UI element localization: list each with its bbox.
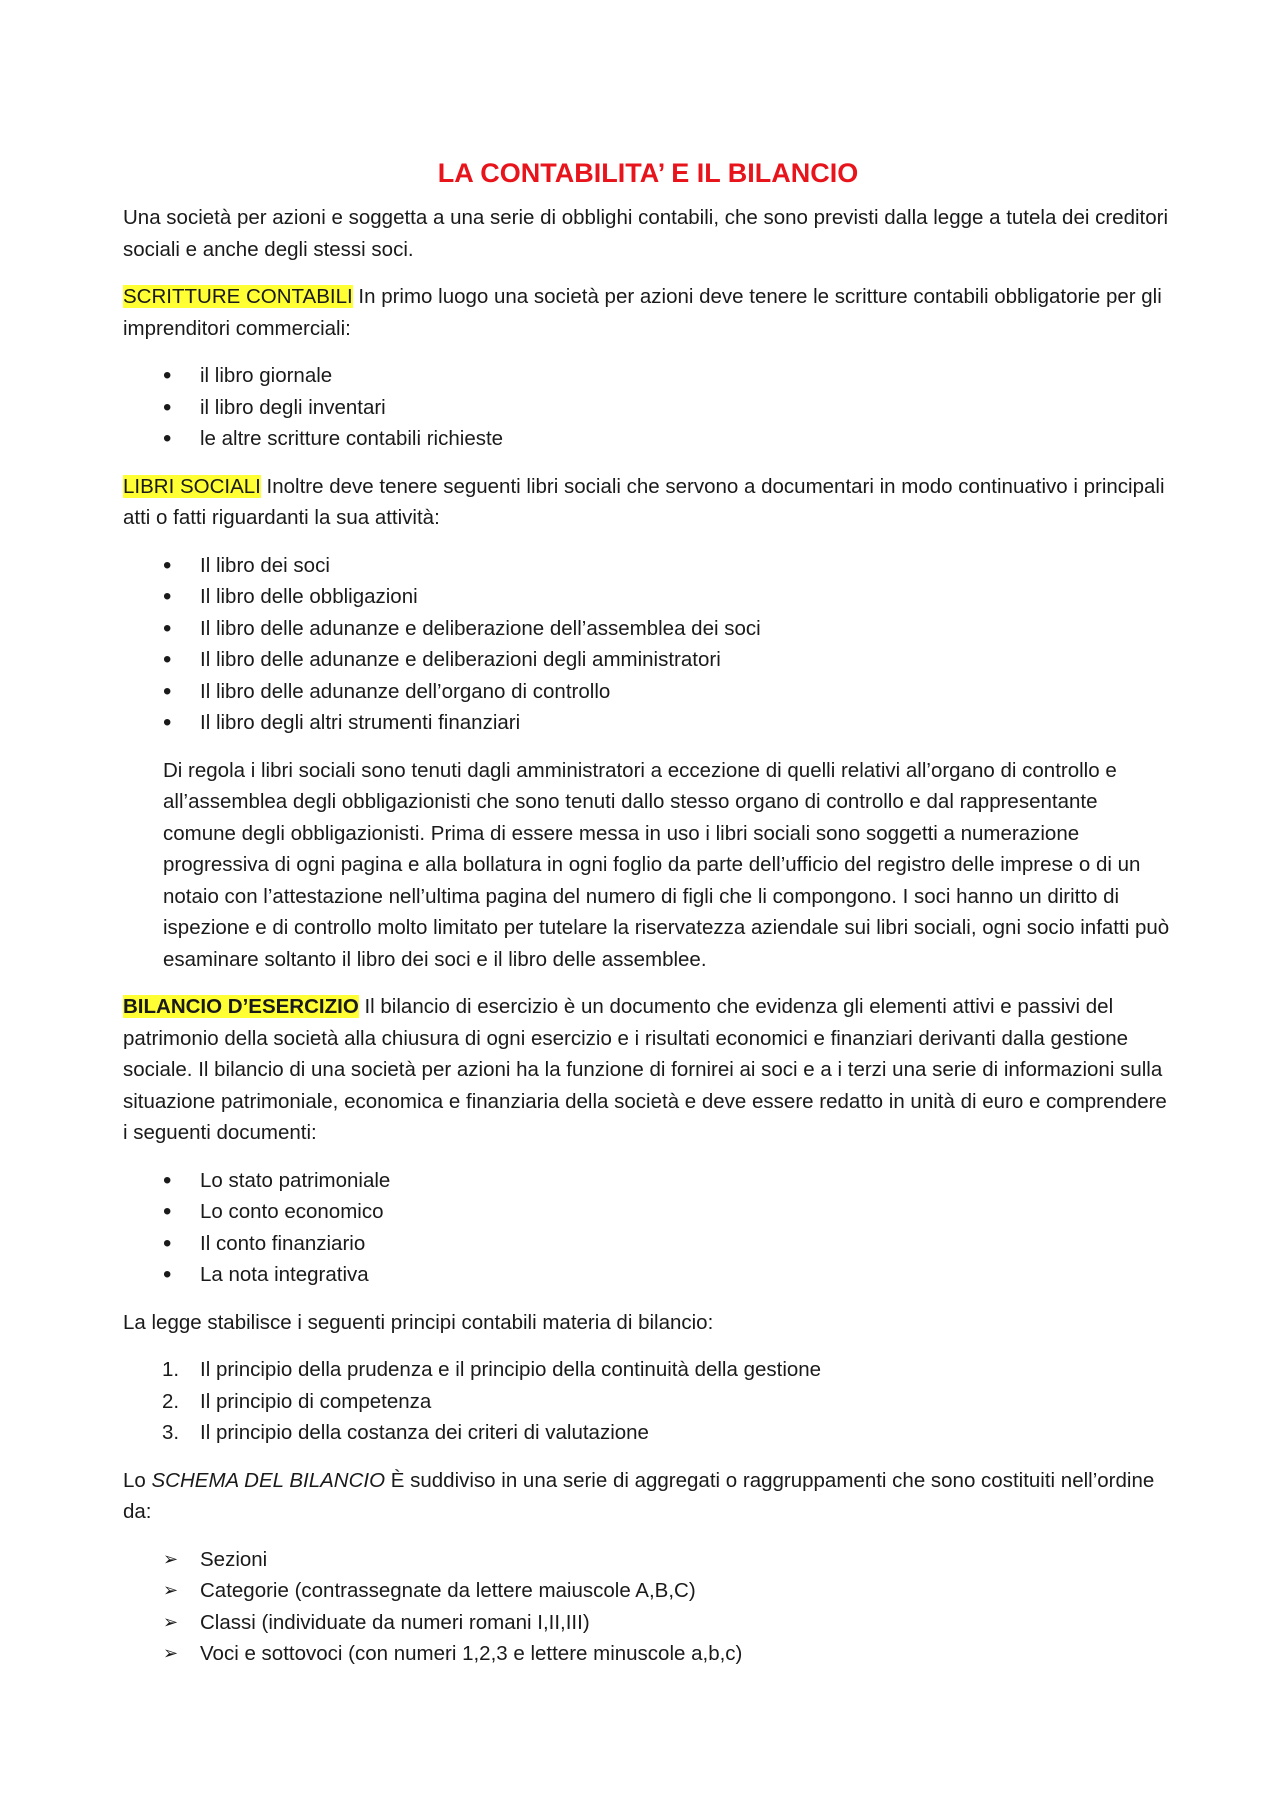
bilancio-heading: BILANCIO D’ESERCIZIO xyxy=(123,995,359,1018)
bullet-icon xyxy=(163,1228,193,1261)
list-item: • Il libro delle adunanze dell’organo di controllo xyxy=(123,676,1173,708)
list-item: • Lo conto economico xyxy=(123,1196,1173,1228)
intro-paragraph: Una società per azioni e soggetta a una serie di obblighi contabili, che sono previsti dalla legge a tutela dei creditori sociali e anche degli stessi soci. xyxy=(123,206,1169,261)
list-item: • le altre scritture contabili richieste xyxy=(123,423,1173,455)
document-page xyxy=(123,156,1173,1686)
bullet-icon xyxy=(163,1259,193,1292)
scritture-heading: SCRITTURE CONTABILI xyxy=(123,285,353,308)
bilancio-paragraph xyxy=(123,991,1173,1149)
libri-detail-paragraph: Di regola i libri sociali sono tenuti dagli amministratori a eccezione di quelli relativi all’organo di controllo e all’assemblea degli obbligazionisti che sono tenuti dallo stesso organo di controllo e dal rappresentante comune degli obbligazionisti. Prima di essere messa in uso i libri sociali sono soggetti a numerazione progressiva di ogni pagina e alla bollatura in ogni foglio da parte dell’ufficio del registro delle imprese o di un notaio con l’attestazione nell’ultima pagina del numero di figli che li compongono. I soci hanno un diritto di ispezione e di controllo molto limitato per tutelare la riservatezza aziendale sui libri sociali, ogni socio infatti può esaminare soltanto il libro dei soci e il libro delle assemblee. xyxy=(163,758,1170,971)
libri-paragraph xyxy=(123,471,1173,534)
scritture-list xyxy=(123,360,1173,455)
arrow-icon: ➢ xyxy=(163,1643,179,1663)
principi-list xyxy=(123,1354,1173,1449)
schema-heading: SCHEMA DEL BILANCIO xyxy=(151,1468,386,1492)
bullet-icon xyxy=(163,1196,193,1229)
list-item: • La nota integrativa xyxy=(123,1259,1173,1291)
bullet-icon xyxy=(163,392,193,425)
arrow-icon: ➢ xyxy=(163,1580,179,1600)
bullet-icon xyxy=(163,1165,193,1198)
bullet-icon xyxy=(163,550,193,583)
schema-paragraph: Lo SCHEMA DEL BILANCIO È suddiviso in una serie di aggregati o raggruppamenti che sono costituiti nell’ordine da: xyxy=(123,1468,1155,1523)
bilancio-list xyxy=(123,1165,1173,1291)
libri-list xyxy=(123,550,1173,739)
bullet-icon xyxy=(163,644,193,677)
list-item: ➢ Categorie (contrassegnate da lettere maiuscole A,B,C) xyxy=(123,1575,1173,1607)
arrow-icon: ➢ xyxy=(163,1548,179,1569)
document-title: LA CONTABILITA’ E IL BILANCIO xyxy=(437,158,859,188)
bullet-icon xyxy=(163,707,193,740)
bullet-icon xyxy=(163,676,193,709)
list-item: • il libro giornale xyxy=(123,360,1173,392)
list-item: • Il libro delle adunanze e deliberazione dell’assemblea dei soci xyxy=(123,613,1173,645)
list-item: • Il libro delle adunanze e deliberazioni degli amministratori xyxy=(123,644,1173,676)
principi-intro: La legge stabilisce i seguenti principi contabili materia di bilancio: xyxy=(123,1310,714,1334)
list-item: • Il conto finanziario xyxy=(123,1228,1173,1260)
schema-list xyxy=(123,1544,1173,1670)
list-item: • Il libro degli altri strumenti finanziari xyxy=(123,707,1173,739)
bullet-icon xyxy=(163,581,193,614)
list-item: ➢ Voci e sottovoci (con numeri 1,2,3 e lettere minuscole a,b,c) xyxy=(123,1638,1173,1670)
schema-text: È suddiviso in una serie di aggregati o raggruppamenti che sono costituiti nell’ordine da: xyxy=(123,1468,1155,1523)
list-number: 2. xyxy=(162,1389,180,1413)
scritture-text: In primo luogo una società per azioni deve tenere le scritture contabili obbligatorie per gli imprenditori commerciali: xyxy=(123,285,1162,340)
list-item: ➢ Sezioni xyxy=(123,1544,1173,1576)
list-item: • Lo stato patrimoniale xyxy=(123,1165,1173,1197)
list-item: 1. Il principio della prudenza e il principio della continuità della gestione xyxy=(123,1354,1173,1386)
list-item: 2. Il principio di competenza xyxy=(123,1386,1173,1418)
list-item: • Il libro dei soci xyxy=(123,550,1173,582)
list-item: ➢ Classi (individuate da numeri romani I,II,III) xyxy=(123,1607,1173,1639)
bullet-icon xyxy=(163,423,193,456)
bullet-icon xyxy=(163,360,193,393)
arrow-icon: ➢ xyxy=(163,1611,179,1632)
list-number: 3. xyxy=(162,1421,180,1444)
bilancio-text: Il bilancio di esercizio è un documento che evidenza gli elementi attivi e passivi del patrimonio della società alla chiusura di ogni esercizio e i risultati economici e finanziari derivanti dalla gestione sociale. Il bilancio di una società per azioni ha la funzione di fornirei ai soci e a i terzi una serie di informazioni sulla situazione patrimoniale, economica e finanziaria della società e deve essere redatto in unità di euro e comprendere i seguenti documenti: xyxy=(123,995,1167,1144)
libri-heading: LIBRI SOCIALI xyxy=(123,474,261,498)
list-item: • Il libro delle obbligazioni xyxy=(123,581,1173,613)
libri-text: Inoltre deve tenere seguenti libri sociali che servono a documentari in modo continuativo i principali atti o fatti riguardanti la sua attività: xyxy=(123,474,1165,529)
list-number: 1. xyxy=(162,1358,180,1381)
list-item: 3. Il principio della costanza dei criteri di valutazione xyxy=(123,1417,1173,1449)
list-item: • il libro degli inventari xyxy=(123,392,1173,424)
bullet-icon xyxy=(163,613,193,646)
scritture-paragraph xyxy=(123,281,1173,344)
